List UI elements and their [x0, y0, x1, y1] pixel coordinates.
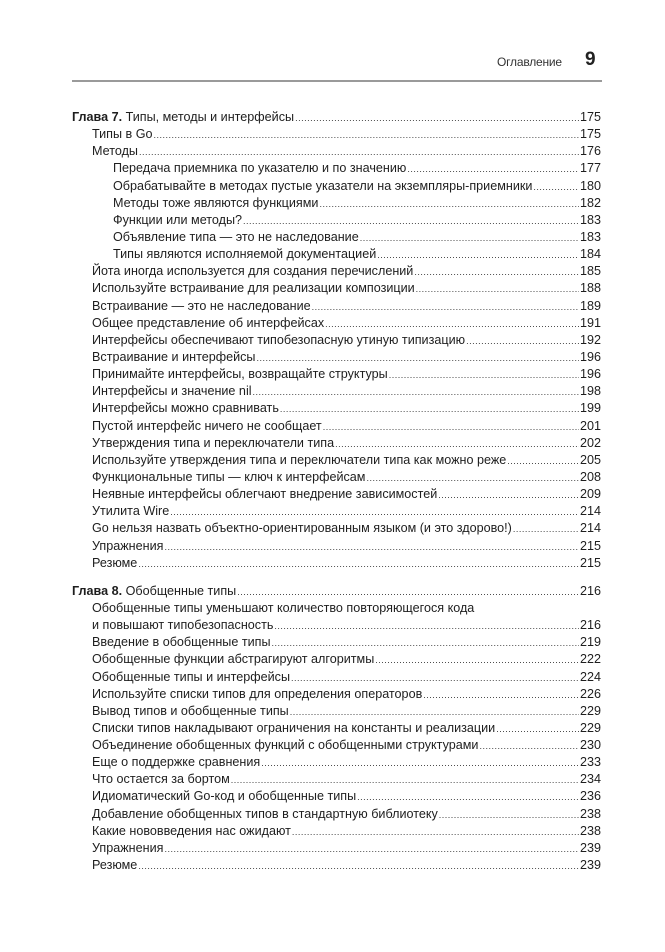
toc-entry-title: Объявление типа — это не наследование — [113, 229, 359, 244]
page-ref: 216 — [579, 618, 601, 633]
dot-leader — [138, 858, 579, 875]
dot-leader — [507, 453, 579, 470]
toc-entry — [72, 400, 601, 417]
page-ref: 214 — [579, 504, 601, 519]
dot-leader — [256, 350, 579, 367]
page-ref: 222 — [579, 652, 601, 667]
toc-entry-title: Интерфейсы и значение nil — [92, 384, 252, 399]
chapter-label: Глава 7. — [72, 110, 123, 124]
dot-leader — [438, 487, 579, 504]
toc-entry — [72, 737, 601, 754]
toc-entry — [72, 315, 601, 332]
page-ref: 239 — [579, 858, 601, 873]
toc-entry-title: Упражнения — [92, 538, 164, 553]
dot-leader — [375, 652, 579, 669]
toc-entry-title: Встраивание и интерфейсы — [92, 349, 256, 364]
running-header-title: Оглавление — [497, 55, 562, 69]
page-ref: 234 — [579, 772, 601, 787]
page-ref: 175 — [579, 127, 601, 142]
toc-entry-title: Обобщенные типы и интерфейсы — [92, 669, 290, 684]
toc-entry-title: Пустой интерфейс ничего не сообщает — [92, 418, 322, 433]
dot-leader — [533, 179, 579, 196]
toc-entry — [72, 788, 601, 805]
toc-entry — [72, 246, 601, 263]
toc-entry-title: Йота иногда используется для создания перечислений — [92, 264, 414, 279]
toc-entry-title: Обрабатывайте в методах пустые указатели на экземпляры-приемники — [113, 178, 533, 193]
dot-leader — [291, 670, 579, 687]
dot-leader — [170, 504, 579, 521]
toc-entry-title: Введение в обобщенные типы — [92, 635, 271, 650]
toc-entry-title: Идиоматический Go-код и обобщенные типы — [92, 789, 357, 804]
page-ref: 236 — [579, 789, 601, 804]
toc-entry — [72, 520, 601, 537]
dot-leader — [466, 333, 579, 350]
page-ref: 192 — [579, 332, 601, 347]
toc-entry — [72, 720, 601, 737]
toc-entry-title: Передача приемника по указателю и по значению — [113, 161, 407, 176]
page-ref: 189 — [579, 298, 601, 313]
page-ref: 177 — [579, 161, 601, 176]
chapter-name: Типы, методы и интерфейсы — [125, 110, 295, 124]
dot-leader — [237, 584, 579, 601]
toc-chapter-heading — [72, 583, 601, 600]
page-ref: 183 — [579, 212, 601, 227]
toc-entry-title: Еще о поддержке сравнения — [92, 755, 261, 770]
page-ref: 176 — [579, 144, 601, 159]
page-ref: 233 — [579, 755, 601, 770]
dot-leader — [154, 127, 579, 144]
dot-leader — [272, 635, 579, 652]
toc-entry-title: Типы в Go — [92, 127, 153, 142]
dot-leader — [479, 738, 579, 755]
page-ref: 238 — [579, 806, 601, 821]
toc-chapter-section — [72, 109, 601, 572]
toc-entry — [72, 857, 601, 874]
toc-entry — [72, 469, 601, 486]
dot-leader — [290, 704, 579, 721]
page-ref: 201 — [579, 418, 601, 433]
toc-entry — [72, 617, 601, 634]
dot-leader — [319, 196, 579, 213]
toc-entry-title: Добавление обобщенных типов в стандартную библиотеку — [92, 806, 438, 821]
toc-entry-title: Используйте списки типов для определения операторов — [92, 686, 423, 701]
toc-entry — [72, 823, 601, 840]
page-ref: 183 — [579, 229, 601, 244]
chapter-name: Обобщенные типы — [125, 583, 237, 598]
toc-entry — [72, 126, 601, 143]
toc-entry-title: Интерфейсы обеспечивают типобезопасную утиную типизацию — [92, 332, 466, 347]
toc-entry — [72, 452, 601, 469]
toc-entry — [72, 383, 601, 400]
toc-entry-title: Какие нововведения нас ожидают — [92, 823, 291, 838]
toc-entry-title: Резюме — [92, 555, 138, 570]
dot-leader — [231, 772, 579, 789]
header-rule — [72, 80, 602, 82]
toc-entry — [72, 349, 601, 366]
toc-entry — [72, 538, 601, 555]
toc-entry-title: Объединение обобщенных функций с обобщенными структурами — [92, 738, 479, 753]
toc-entry — [72, 840, 601, 857]
toc-entry — [72, 754, 601, 771]
toc-entry — [72, 806, 601, 823]
toc-entry-title: Методы тоже являются функциями — [113, 195, 319, 210]
page-ref: 185 — [579, 264, 601, 279]
toc-entry — [72, 143, 601, 160]
page-ref: 199 — [579, 401, 601, 416]
toc-entry — [72, 298, 601, 315]
toc-entry-title: Функциональные типы — ключ к интерфейсам — [92, 469, 366, 484]
dot-leader — [407, 161, 579, 178]
toc-entry-title: Встраивание — это не наследование — [92, 298, 311, 313]
page-ref: 214 — [579, 521, 601, 536]
toc-entry — [72, 178, 601, 195]
dot-leader — [389, 367, 579, 384]
toc-entry — [72, 366, 601, 383]
dot-leader — [366, 470, 579, 487]
page-ref: 198 — [579, 384, 601, 399]
dot-leader — [295, 110, 579, 127]
page-ref: 216 — [579, 583, 601, 598]
page-ref: 180 — [579, 178, 601, 193]
toc-entry-title: Вывод типов и обобщенные типы — [92, 703, 289, 718]
page-ref: 184 — [579, 247, 601, 262]
page-ref: 202 — [579, 435, 601, 450]
toc-entry-title: Общее представление об интерфейсах — [92, 315, 325, 330]
page-ref: 209 — [579, 487, 601, 502]
page-ref: 230 — [579, 738, 601, 753]
page-ref: 215 — [579, 555, 601, 570]
toc-chapter-heading — [72, 109, 601, 126]
dot-leader — [377, 247, 579, 264]
dot-leader — [357, 789, 579, 806]
toc-entry — [72, 263, 601, 280]
dot-leader — [360, 230, 579, 247]
toc-entry-title: и повышают типобезопасность — [92, 618, 274, 633]
toc-entry — [72, 703, 601, 720]
toc-entry-title: Резюме — [92, 858, 138, 873]
page-ref: 238 — [579, 823, 601, 838]
toc-entry-title: Методы — [92, 144, 138, 159]
toc-entry-title: Функции или методы? — [113, 212, 243, 227]
dot-leader — [312, 299, 579, 316]
toc-chapter-section — [72, 583, 601, 874]
dot-leader — [139, 144, 579, 161]
page-ref: 188 — [579, 281, 601, 296]
page-ref: 239 — [579, 840, 601, 855]
toc-entry — [72, 195, 601, 212]
chapter-label: Глава 8. — [72, 583, 123, 598]
dot-leader — [416, 281, 579, 298]
toc-entry-title: Используйте встраивание для реализации композиции — [92, 281, 415, 296]
dot-leader — [292, 824, 579, 841]
dot-leader — [164, 539, 579, 556]
toc-entry-title: Go нельзя назвать объектно-ориентированным языком (и это здорово!) — [92, 521, 512, 536]
toc-entry — [72, 229, 601, 246]
toc-entry-title: Типы являются исполняемой документацией — [113, 247, 377, 262]
dot-leader — [439, 807, 579, 824]
toc-entry — [72, 212, 601, 229]
toc-entry — [72, 418, 601, 435]
page-number: 9 — [585, 49, 596, 70]
dot-leader — [414, 264, 579, 281]
page-ref: 175 — [579, 110, 601, 124]
table-of-contents — [72, 109, 601, 885]
toc-entry-title: Обобщенные функции абстрагируют алгоритмы — [92, 652, 375, 667]
dot-leader — [323, 419, 579, 436]
dot-leader — [513, 521, 579, 538]
page-ref: 191 — [579, 315, 601, 330]
toc-entry — [72, 332, 601, 349]
toc-entry — [72, 771, 601, 788]
dot-leader — [253, 384, 579, 401]
page-ref: 208 — [579, 469, 601, 484]
page-ref: 229 — [579, 703, 601, 718]
toc-entry-title: Принимайте интерфейсы, возвращайте структуры — [92, 367, 388, 382]
toc-entry-title: Упражнения — [92, 840, 164, 855]
toc-entry — [72, 651, 601, 668]
toc-entry — [72, 669, 601, 686]
page-ref: 229 — [579, 720, 601, 735]
toc-entry-title: Используйте утверждения типа и переключатели типа как можно реже — [92, 452, 507, 467]
toc-entry-first-line: Обобщенные типы уменьшают количество повторяющегося кода — [92, 600, 475, 615]
dot-leader — [274, 618, 579, 635]
dot-leader — [261, 755, 579, 772]
toc-entry — [72, 435, 601, 452]
dot-leader — [243, 213, 579, 230]
dot-leader — [496, 721, 579, 738]
dot-leader — [335, 436, 579, 453]
dot-leader — [138, 556, 579, 573]
dot-leader — [280, 401, 579, 418]
toc-entry-title: Утилита Wire — [92, 504, 170, 519]
toc-entry-title: Интерфейсы можно сравнивать — [92, 401, 279, 416]
page-ref: 205 — [579, 452, 601, 467]
chapter-title — [72, 109, 294, 126]
page-ref: 219 — [579, 635, 601, 650]
toc-entry-title: Что остается за бортом — [92, 772, 230, 787]
toc-entry — [72, 555, 601, 572]
toc-entry-title: Списки типов накладывают ограничения на константы и реализации — [92, 720, 496, 735]
page-ref: 215 — [579, 538, 601, 553]
page-ref: 224 — [579, 669, 601, 684]
toc-entry — [72, 503, 601, 520]
toc-entry-title: Неявные интерфейсы облегчают внедрение зависимостей — [92, 487, 438, 502]
toc-entry — [72, 686, 601, 703]
page-ref: 196 — [579, 349, 601, 364]
toc-entry — [72, 634, 601, 651]
page-ref: 182 — [579, 195, 601, 210]
chapter-title — [72, 583, 236, 600]
toc-entry — [72, 486, 601, 503]
toc-entry — [72, 280, 601, 297]
toc-entry-title: Утверждения типа и переключатели типа — [92, 435, 335, 450]
page-ref: 196 — [579, 367, 601, 382]
page-ref: 226 — [579, 686, 601, 701]
dot-leader — [325, 316, 579, 333]
dot-leader — [423, 687, 579, 704]
toc-entry — [72, 160, 601, 177]
dot-leader — [164, 841, 579, 858]
